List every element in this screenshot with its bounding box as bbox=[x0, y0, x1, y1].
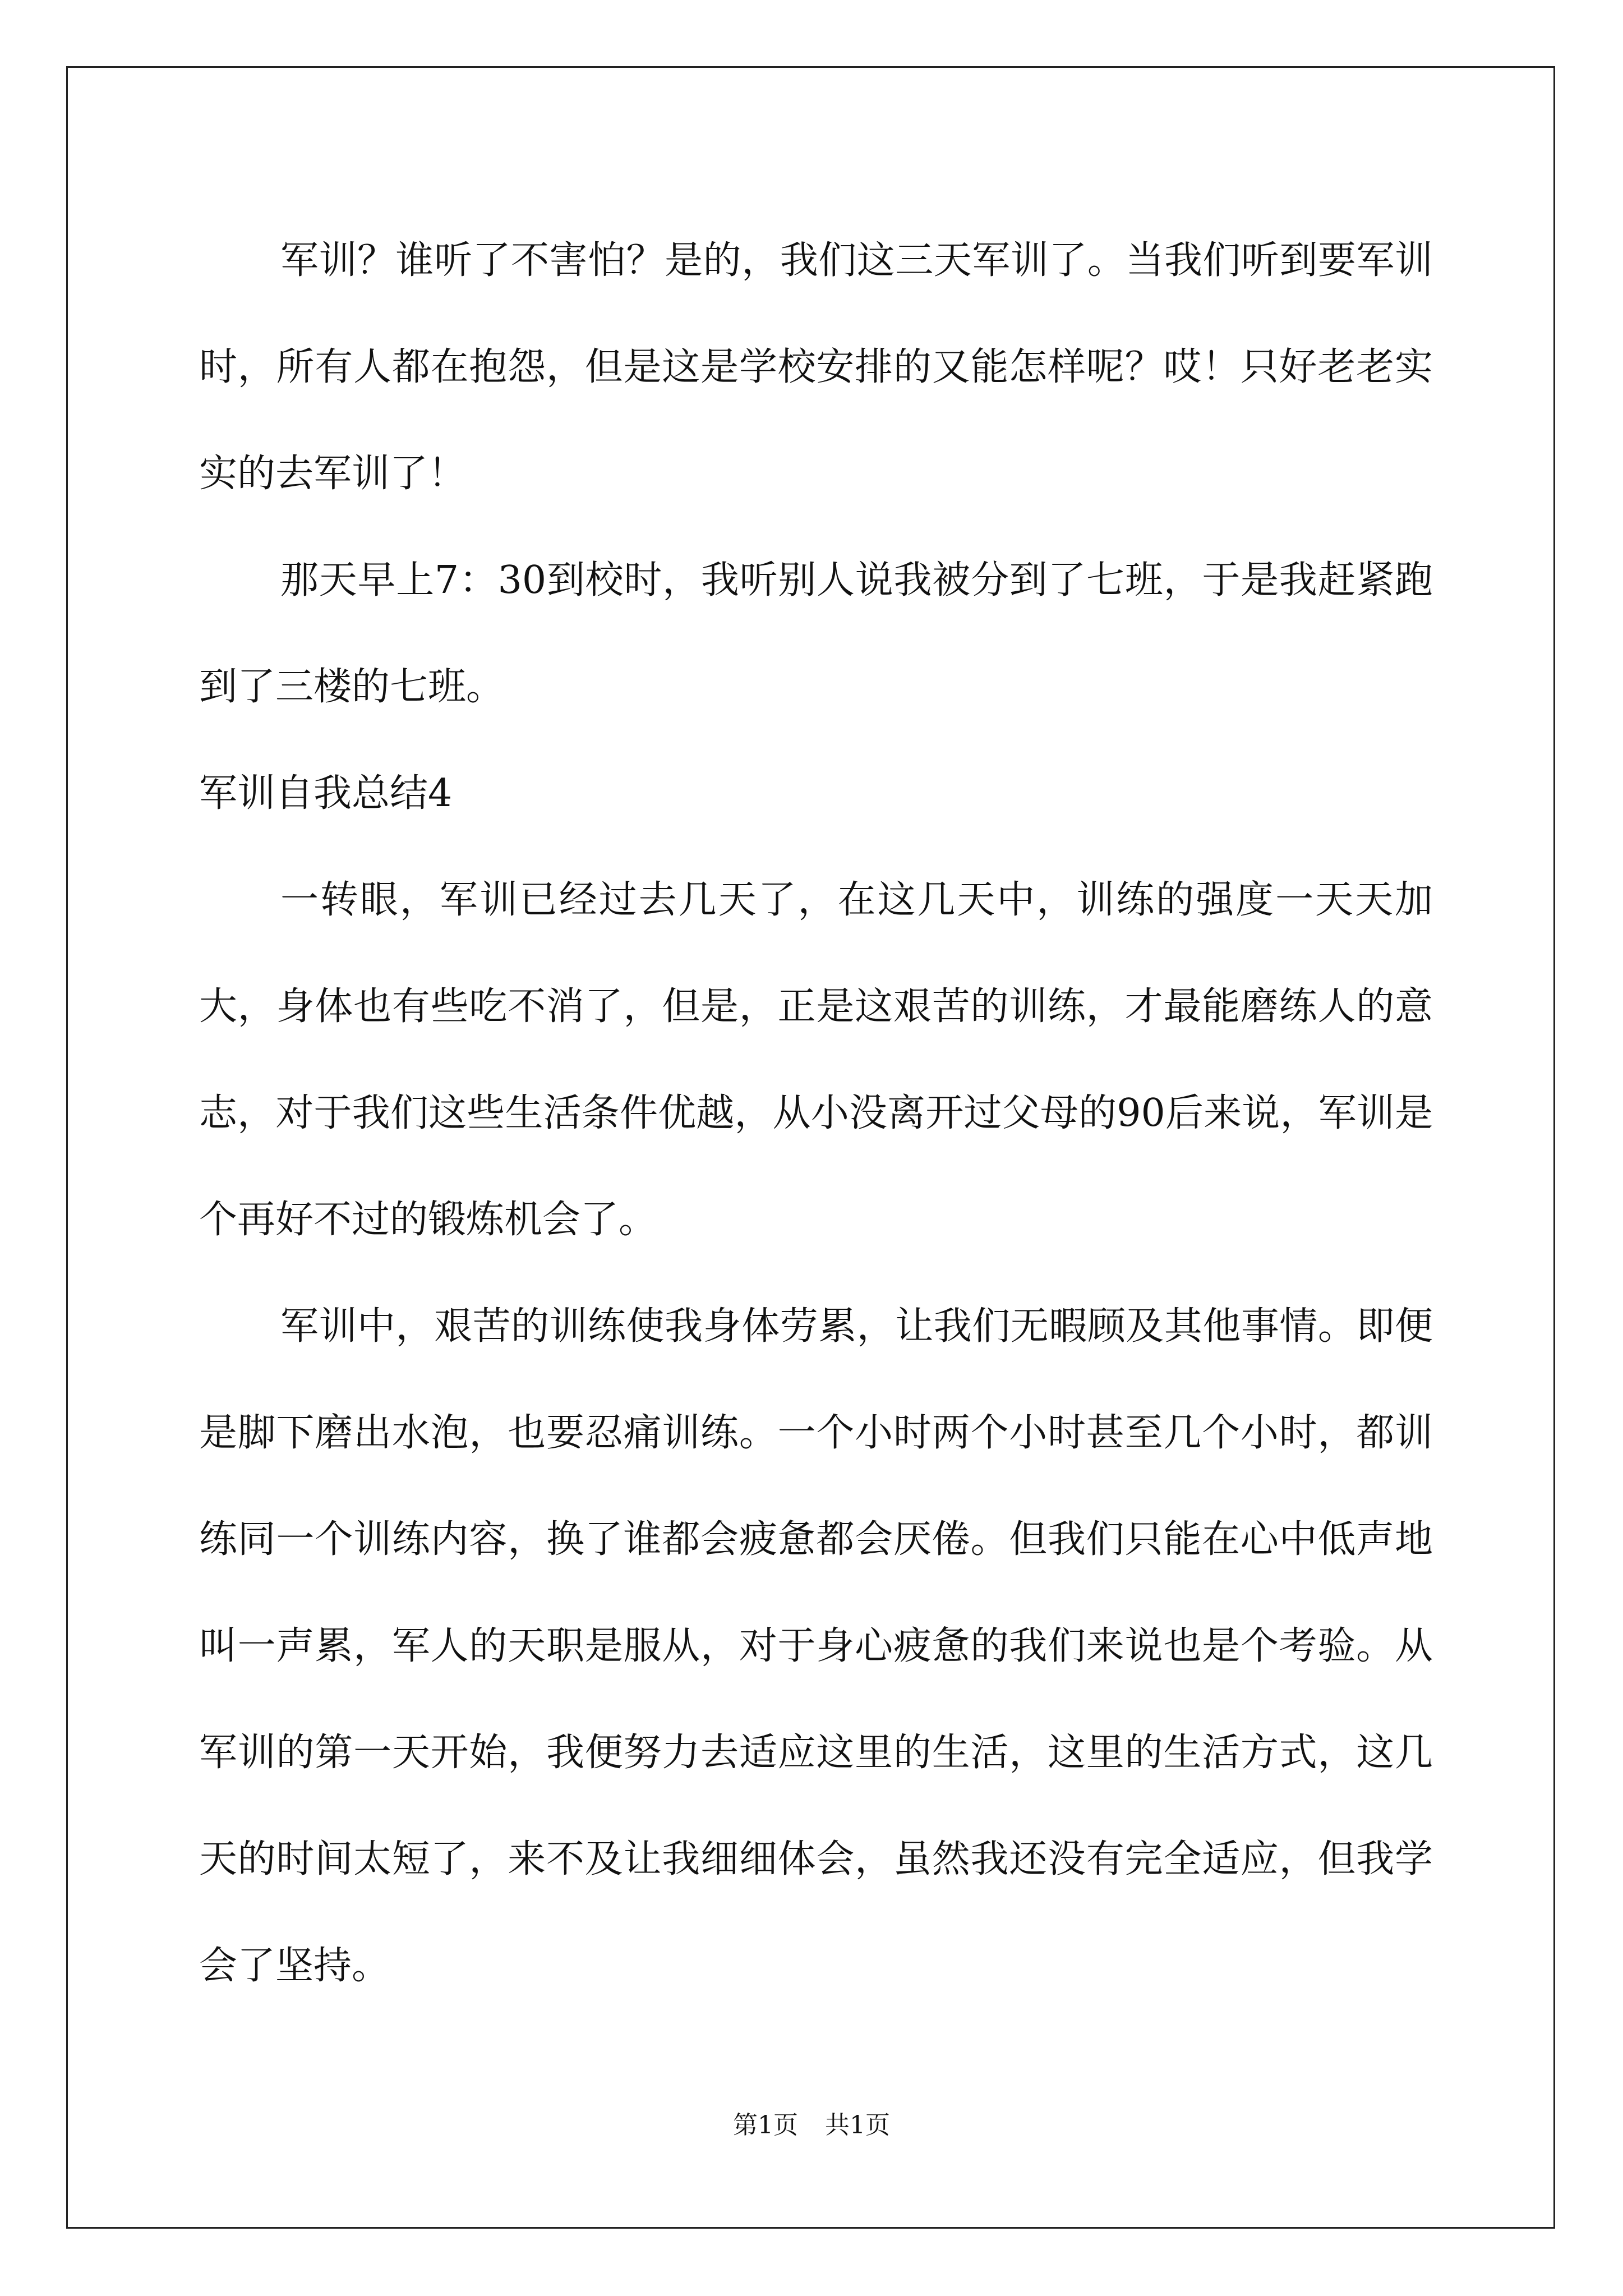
page-number-current: 第1页 bbox=[733, 2111, 798, 2139]
page-footer bbox=[0, 2105, 1623, 2141]
paragraph-4: 军训中，艰苦的训练使我身体劳累，让我们无暇顾及其他事情。即便是脚下磨出水泡，也要忍痛训练。一个小时两个小时甚至几个小时，都训练同一个训练内容，换了谁都会疲惫都会厌倦。但我们只能在心中低声地叫一声累，军人的天职是服从，对于身心疲惫的我们来说也是个考验。从军训的第一天开始，我便努力去适应这里的生活，这里的生活方式，这几天的时间太短了，来不及让我细细体会，虽然我还没有完全适应，但我学会了坚持。 bbox=[199, 1304, 1433, 1988]
section-heading: 军训自我总结4 bbox=[199, 771, 453, 816]
page-number-total: 共1页 bbox=[825, 2111, 890, 2139]
paragraph-3: 一转眼，军训已经过去几天了，在这几天中，训练的强度一天天加大，身体也有些吃不消了，但是，正是这艰苦的训练，才最能磨练人的意志，对于我们这些生活条件优越，从小没离开过父母的90后来说，军训是个再好不过的锻炼机会了。 bbox=[199, 878, 1433, 1242]
document-body bbox=[199, 208, 1433, 2019]
paragraph-1: 军训？谁听了不害怕？是的，我们这三天军训了。当我们听到要军训时，所有人都在抱怨，但是这是学校安排的又能怎样呢？哎！只好老老实实的去军训了！ bbox=[199, 238, 1433, 496]
paragraph-2: 那天早上7：30到校时，我听别人说我被分到了七班，于是我赶紧跑到了三楼的七班。 bbox=[199, 558, 1433, 709]
